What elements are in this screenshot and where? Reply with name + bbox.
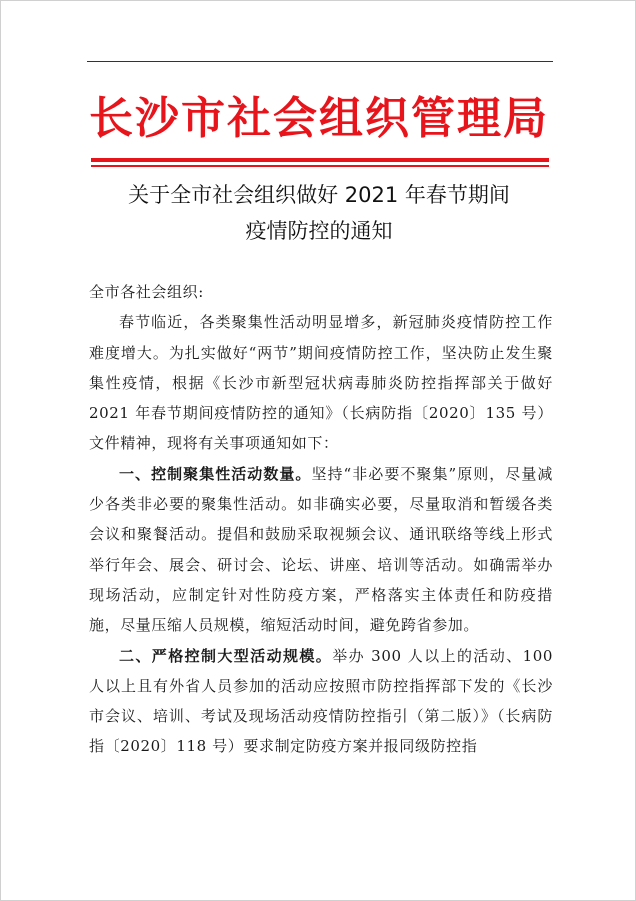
document-body bbox=[89, 277, 553, 762]
section-2-paragraph bbox=[89, 641, 553, 762]
intro-paragraph: 春节临近，各类聚集性活动明显增多，新冠肺炎疫情防控工作难度增大。为扎实做好“两节”期间疫情防控工作，坚决防止发生聚集性疫情，根据《长沙市新型冠状病毒肺炎防控指挥部关于做好 2021 年春节期间疫情防控的通知》（长病防指〔2020〕135 号）文件精神，现将有关事项通知如下： bbox=[89, 313, 553, 453]
title-line-1: 关于全市社会组织做好 2021 年春节期间 bbox=[128, 183, 510, 207]
section-1-text: 坚持“非必要不聚集”原则，尽量减少各类非必要的聚集性活动。如非确实必要，尽量取消和暂缓各类会议和聚餐活动。提倡和鼓励采取视频会议、通讯联络等线上形式举行年会、展会、研讨会、论坛、讲座、培训等活动。如确需举办现场活动，应制定针对性防疫方案，严格落实主体责任和防疫措施，尽量压缩人员规模，缩短活动时间，避免跨省参加。 bbox=[89, 464, 553, 635]
organization-header: 长沙市社会组织管理局 bbox=[89, 93, 549, 144]
red-divider-thick bbox=[91, 158, 549, 162]
top-divider bbox=[87, 61, 553, 62]
title-line-2: 疫情防控的通知 bbox=[245, 219, 393, 243]
red-divider-thin bbox=[91, 165, 549, 167]
section-1-paragraph bbox=[89, 459, 553, 641]
salutation: 全市各社会组织: bbox=[89, 283, 204, 301]
section-1-heading: 一、控制聚集性活动数量。 bbox=[119, 464, 312, 483]
document-title bbox=[1, 177, 636, 249]
section-2-text: 举办 300 人以上的活动、100 人以上且有外省人员参加的活动应按照市防控指挥部下发的《长沙市会议、培训、考试及现场活动疫情防控指引（第二版）》（长病防指〔2020〕118 号）要求制定防疫方案并报同级防控指 bbox=[89, 646, 553, 756]
section-2-heading: 二、严格控制大型活动规模。 bbox=[119, 646, 333, 665]
